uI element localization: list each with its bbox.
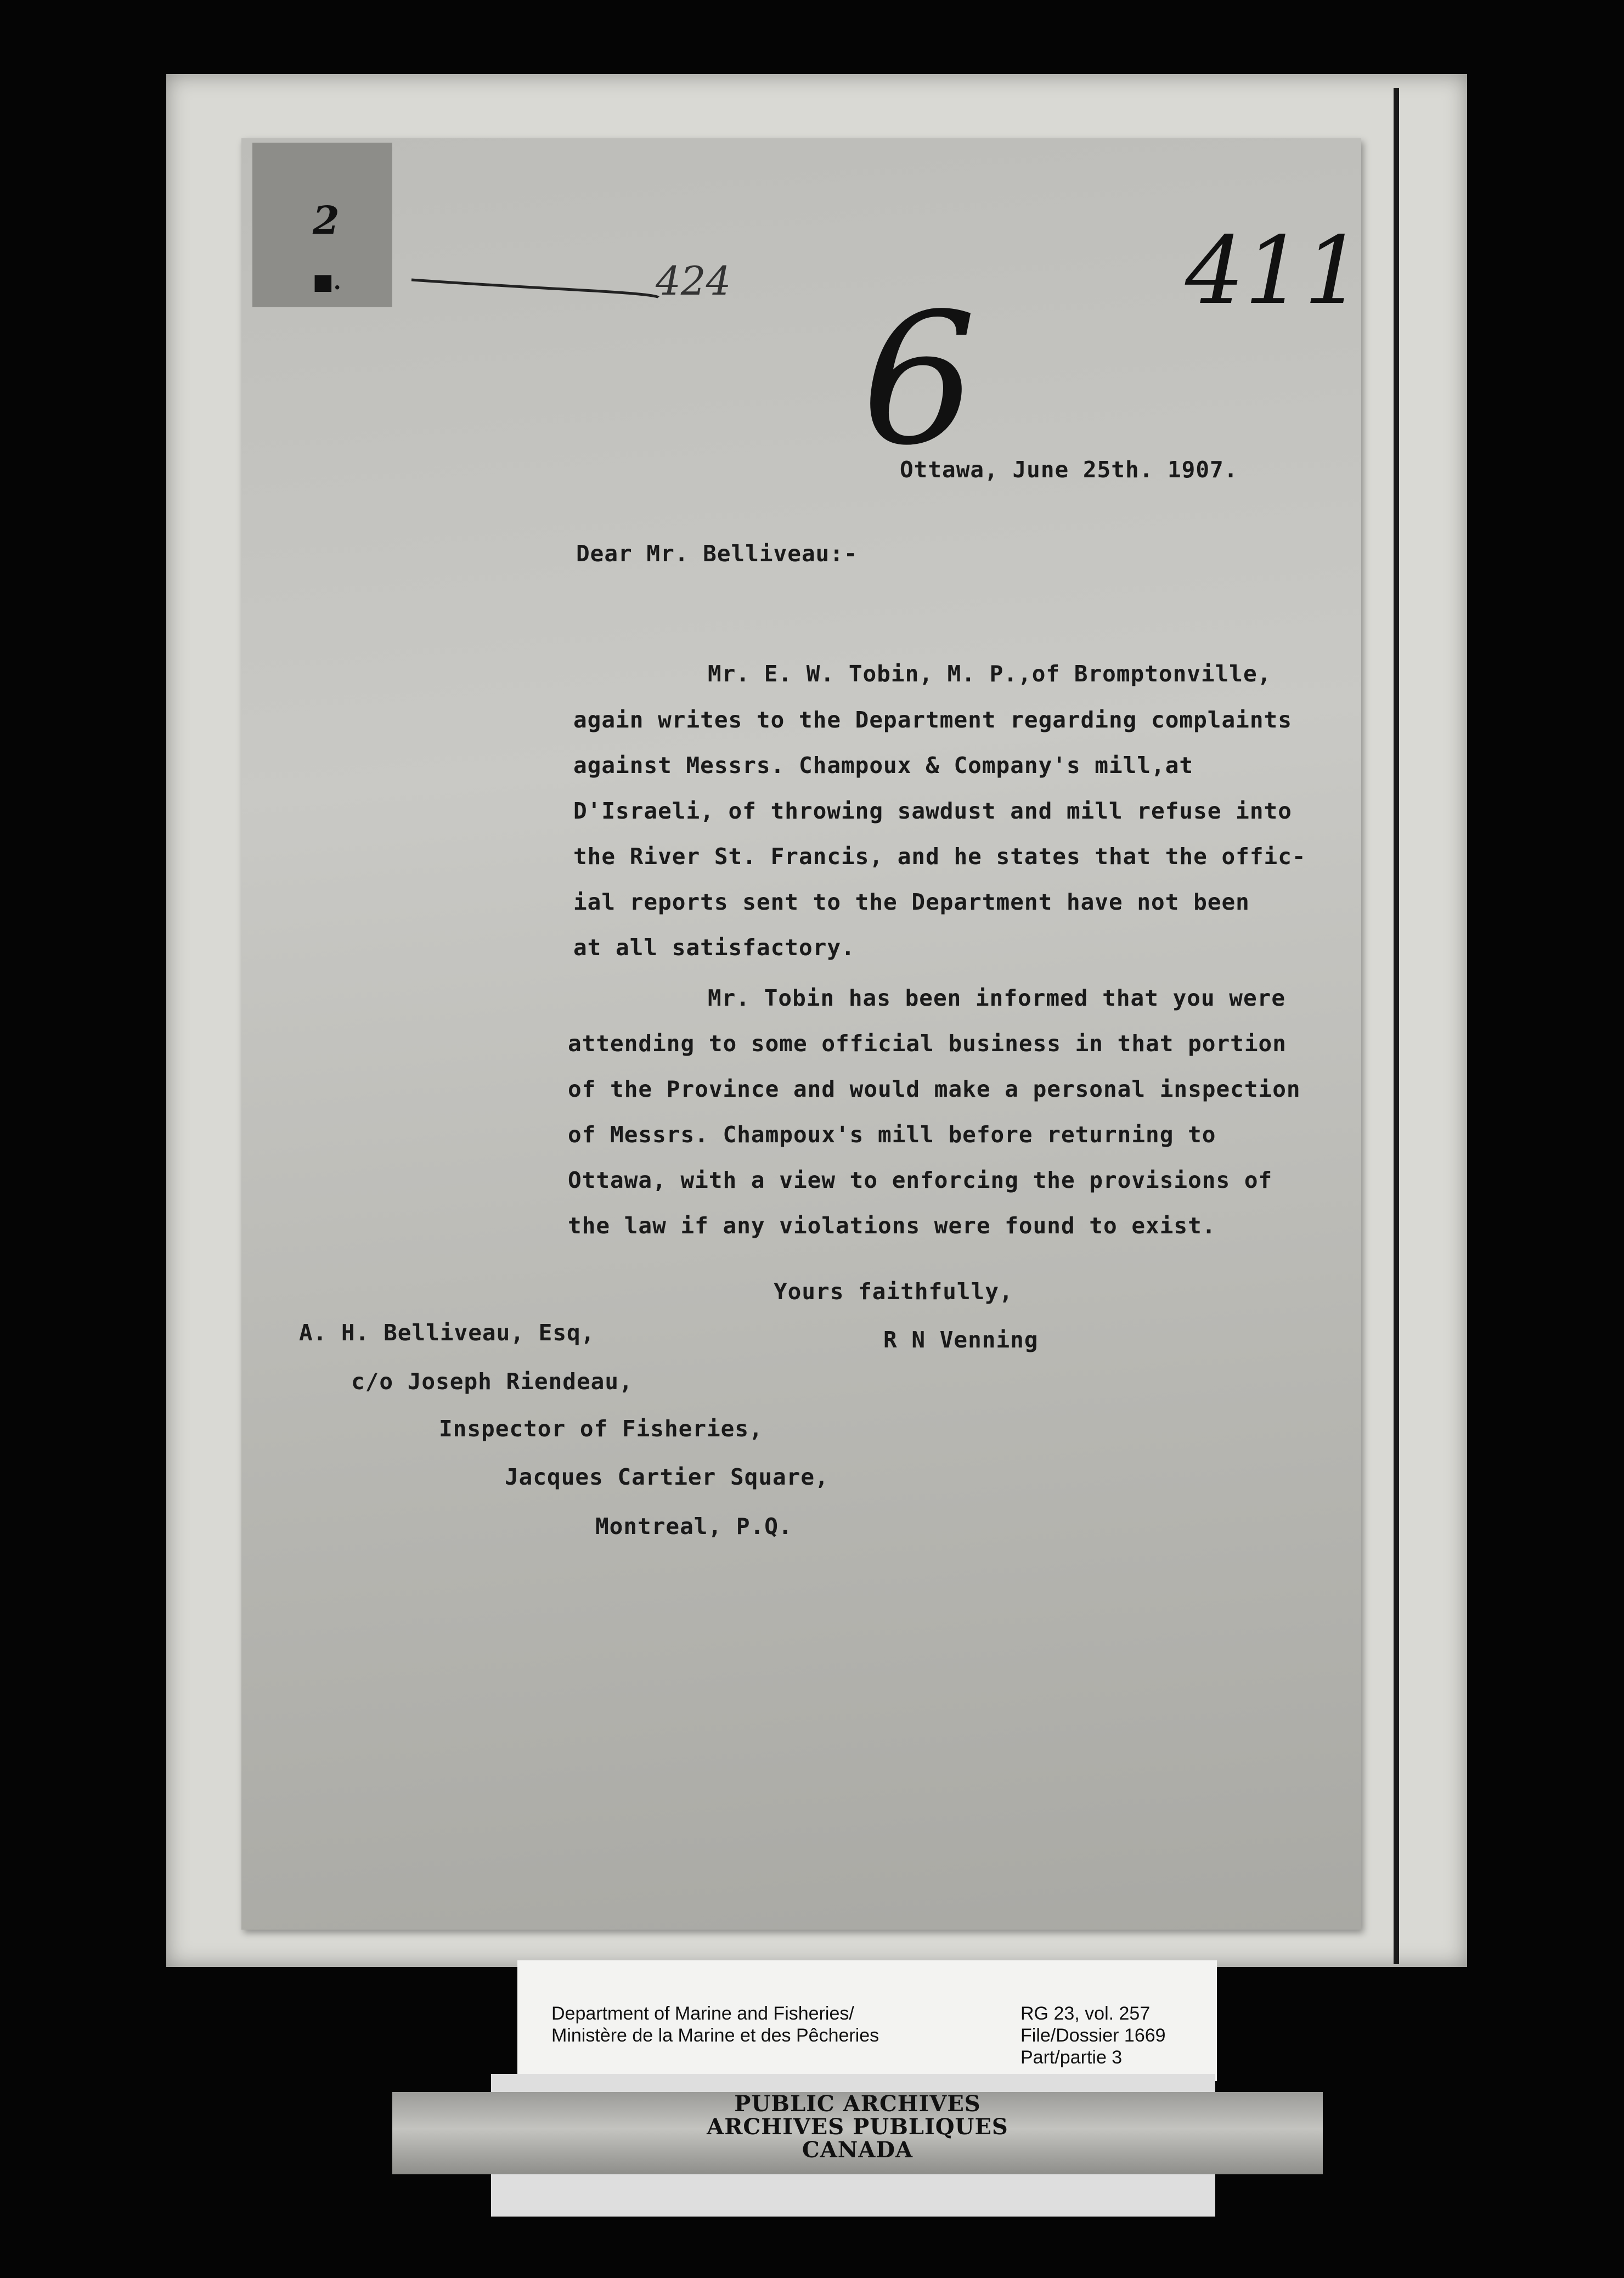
file-number: File/Dossier 1669	[1020, 2025, 1166, 2046]
part-number: Part/partie 3	[1020, 2047, 1123, 2068]
date-line: Ottawa, June 25th. 1907.	[900, 456, 1238, 483]
body-line: the River St. Francis, and he states that the offic-	[573, 843, 1306, 870]
pencil-stroke	[409, 274, 661, 307]
sheet-edge-line	[1394, 88, 1399, 1964]
handwritten-scribble-number: 424	[656, 258, 731, 304]
handwritten-page-marker: 6	[861, 274, 977, 485]
body-line: Ottawa, with a view to enforcing the provisions of	[568, 1167, 1273, 1193]
address-line: Montreal, P.Q.	[595, 1513, 793, 1540]
department-name-fr: Ministère de la Marine et des Pêcheries	[551, 2025, 879, 2046]
department-name-en: Department of Marine and Fisheries/	[551, 2003, 854, 2024]
body-line: ial reports sent to the Department have not been	[573, 889, 1250, 915]
address-line: c/o Joseph Riendeau,	[351, 1368, 633, 1395]
body-line: Mr. Tobin has been informed that you were	[708, 985, 1286, 1011]
handwritten-folio-number: 411	[1185, 217, 1363, 325]
body-line: Mr. E. W. Tobin, M. P.,of Bromptonville,	[708, 661, 1272, 687]
stamp-line-3: CANADA	[802, 2137, 913, 2163]
stamp-line-1: PUBLIC ARCHIVES	[734, 2091, 981, 2117]
address-line: Inspector of Fisheries,	[439, 1416, 763, 1442]
body-line: against Messrs. Champoux & Company's mill,at	[573, 752, 1194, 779]
body-line: at all satisfactory.	[573, 934, 855, 961]
address-line: Jacques Cartier Square,	[505, 1464, 829, 1490]
body-line: D'Israeli, of throwing sawdust and mill refuse into	[573, 798, 1292, 824]
catalogue-label	[517, 1960, 1217, 2081]
body-line: the law if any violations were found to exist.	[568, 1213, 1216, 1239]
tab-small-mark: ■.	[313, 269, 341, 295]
body-line: of Messrs. Champoux's mill before returning to	[568, 1121, 1216, 1148]
public-archives-stamp	[392, 2092, 1323, 2174]
address-line: A. H. Belliveau, Esq,	[299, 1320, 595, 1346]
stamp-line-2: ARCHIVES PUBLIQUES	[707, 2114, 1008, 2140]
body-line: attending to some official business in that portion	[568, 1030, 1287, 1057]
body-line: again writes to the Department regarding complaints	[573, 707, 1292, 733]
signature: R N Venning	[883, 1327, 1039, 1353]
salutation: Dear Mr. Belliveau:-	[576, 540, 858, 567]
tab-handwritten-mark: 2	[313, 198, 340, 243]
record-group: RG 23, vol. 257	[1020, 2003, 1151, 2024]
closing: Yours faithfully,	[774, 1278, 1013, 1305]
body-line: of the Province and would make a personal inspection	[568, 1076, 1301, 1102]
